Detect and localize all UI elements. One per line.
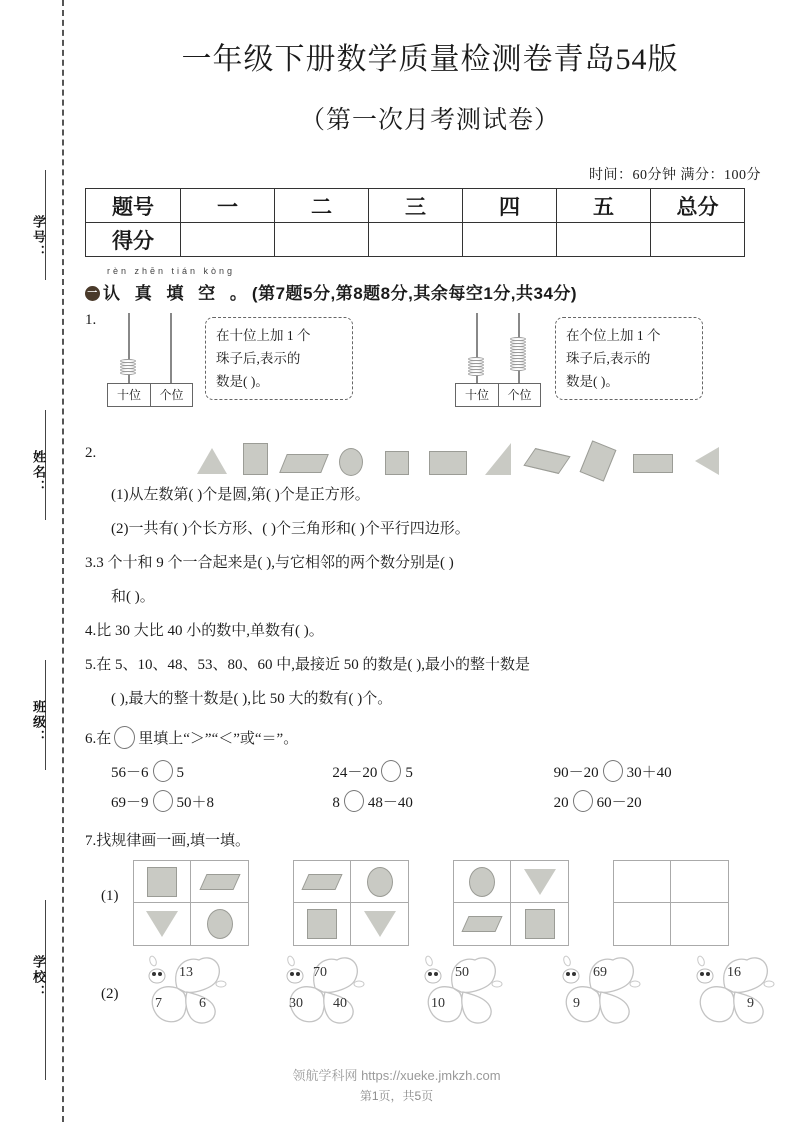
score-table-header-cell: 五: [557, 189, 651, 223]
question-7-sub1-label: (1): [101, 888, 119, 904]
compare-item[interactable]: [554, 790, 775, 812]
pattern-grid-2: [293, 860, 409, 946]
question-6-prompt: [85, 724, 775, 754]
compare-circle-icon[interactable]: [344, 790, 364, 812]
score-table-header-cell: 总分: [651, 189, 745, 223]
question-4-text: 比 30 大比 40 小的数中,单数有( )。: [96, 623, 324, 639]
clover-left-value: 9: [573, 996, 580, 1011]
clover-top-value: 13: [179, 965, 193, 980]
compare-left: 24－20: [332, 765, 378, 781]
question-3-text: 3 个十和 9 个一合起来是( ),与它相邻的两个数分别是( ): [96, 555, 454, 571]
callout-left-line1: 在十位上加 1 个: [216, 328, 311, 343]
place-label-ones: 个位: [498, 384, 540, 406]
score-input-cell[interactable]: [557, 223, 651, 257]
clover-5: [681, 954, 785, 1026]
question-7-title: [85, 826, 775, 856]
clover-left-value: 30: [289, 996, 303, 1011]
question-2: [85, 438, 775, 472]
question-7-title-text: 找规律画一画,填一填。: [96, 833, 251, 849]
abacus-right: [455, 313, 539, 402]
shape-triangle-down: [364, 911, 396, 937]
table-row: [86, 223, 745, 257]
score-input-cell[interactable]: [651, 223, 745, 257]
compare-right: 48－40: [367, 795, 413, 811]
compare-item[interactable]: [111, 790, 332, 812]
score-table-header-cell: 题号: [86, 189, 181, 223]
score-table-label-cell: 得分: [86, 223, 181, 257]
section-number-badge: 一: [85, 286, 100, 301]
shape-triangle-down: [524, 869, 556, 895]
question-1-figures: [85, 328, 775, 442]
section-title-text: 认 真 填 空 。: [103, 284, 252, 303]
question-5-text: 在 5、10、48、53、80、60 中,最接近 50 的数是( ),最小的整十数是: [96, 657, 530, 673]
place-label-tens: 十位: [464, 388, 489, 402]
compare-circle-icon[interactable]: [153, 790, 173, 812]
callout-right-line1: 在个位上加 1 个: [566, 328, 661, 343]
footer-page-number: 第1页，共5页: [359, 1089, 434, 1103]
pattern-cell: [294, 903, 351, 945]
page-footer: [0, 1065, 793, 1104]
pattern-cell: [191, 903, 248, 945]
abacus-beads-tens: [120, 359, 136, 374]
compare-right: 60－20: [596, 795, 642, 811]
pattern-cell: [134, 861, 191, 903]
shape-rhombus-flat: [523, 448, 570, 474]
section-heading: [85, 266, 775, 303]
pattern-cell: [351, 903, 408, 945]
score-table-header-cell: 三: [369, 189, 463, 223]
pattern-cell: [134, 903, 191, 945]
clover-right-value: 6: [199, 996, 206, 1011]
margin-label-student-id: 学号：: [31, 215, 46, 260]
clover-right-value: 9: [747, 996, 754, 1011]
clover-2: [271, 954, 375, 1026]
shape-parallelogram: [461, 916, 502, 932]
compare-circle-icon[interactable]: [603, 760, 623, 782]
score-table-header-cell: 一: [181, 189, 275, 223]
margin-label-class: 班级：: [31, 700, 46, 745]
shape-right-triangle: [485, 443, 511, 475]
compare-left: 69－9: [111, 795, 149, 811]
clover-3: [409, 954, 513, 1026]
compare-right: 5: [405, 765, 413, 781]
question-5-line2[interactable]: ( ),最大的整十数是( ),比 50 大的数有( )个。: [111, 691, 393, 707]
compare-circle-icon[interactable]: [573, 790, 593, 812]
pattern-grid-1: [133, 860, 249, 946]
shape-triangle-left: [695, 447, 719, 475]
callout-right: [555, 317, 703, 400]
compare-right: 5: [176, 765, 185, 781]
footer-site: 领航学科网 https://xueke.jmkzh.com: [292, 1068, 501, 1083]
clover-top-value: 69: [593, 965, 607, 980]
score-input-cell[interactable]: [181, 223, 275, 257]
section-points: (第7题5分,第8题8分,其余每空1分,共34分): [251, 284, 578, 303]
pattern-cell: [454, 861, 511, 903]
shape-circle: [339, 448, 363, 476]
clover-top-value: 16: [727, 965, 741, 980]
callout-left: [205, 317, 353, 400]
compare-item[interactable]: [332, 790, 553, 812]
clover-1: [133, 954, 237, 1026]
question-3-line2[interactable]: 和( )。: [111, 589, 155, 605]
margin-label-school: 学校：: [31, 955, 46, 1000]
shape-square: [307, 909, 337, 939]
margin-label-name: 姓名：: [31, 450, 46, 495]
shape-triangle-down: [146, 911, 178, 937]
shape-square: [525, 909, 555, 939]
compare-circle-icon[interactable]: [381, 760, 401, 782]
score-table: [85, 188, 745, 257]
question-6-prompt-after: 里填上“＞”“＜”或“＝”。: [138, 731, 299, 747]
compare-left: 20: [553, 795, 569, 811]
question-2-shape-strip: [85, 442, 775, 476]
score-input-cell[interactable]: [369, 223, 463, 257]
shape-circle: [469, 867, 495, 897]
compare-item[interactable]: [111, 760, 332, 782]
question-7-number: 7.: [85, 833, 97, 849]
question-2-sub1[interactable]: (1)从左数第( )个是圆,第( )个是正方形。: [111, 487, 370, 503]
shape-circle: [207, 909, 233, 939]
pattern-cell-empty[interactable]: [671, 861, 728, 903]
clover-top-value: 50: [455, 965, 469, 980]
pattern-cell: [511, 903, 568, 945]
pattern-grid-3: [453, 860, 569, 946]
abacus-left: [107, 313, 191, 402]
compare-item[interactable]: [332, 760, 553, 782]
table-row: [86, 189, 745, 223]
score-table-header-cell: 二: [275, 189, 369, 223]
question-7-sub1: [85, 860, 775, 948]
pattern-grid-4-blank[interactable]: [613, 860, 729, 946]
shape-parallelogram: [279, 454, 329, 473]
clover-top-value: 70: [313, 965, 327, 980]
page-subtitle: （第一次月考测试卷）: [299, 107, 560, 134]
clover-4: [547, 954, 651, 1026]
clover-right-value: 40: [333, 996, 347, 1011]
question-7-sub2-label: (2): [101, 986, 119, 1002]
shape-parallelogram: [301, 874, 342, 890]
question-4[interactable]: [85, 616, 775, 646]
shape-rect-horizontal: [429, 451, 467, 475]
section-pinyin: rèn zhēn tián kòng: [107, 266, 236, 276]
margin-dashed-line: [62, 0, 64, 1122]
shape-square: [147, 867, 177, 897]
question-3-number: 3.: [85, 555, 97, 571]
question-6-row-1: [85, 760, 775, 782]
question-2-sub2[interactable]: (2)一共有( )个长方形、( )个三角形和( )个平行四边形。: [111, 521, 470, 537]
clover-left-value: 10: [431, 996, 445, 1011]
question-6-number: 6.: [85, 731, 97, 747]
callout-right-line2: 珠子后,表示的: [566, 351, 651, 366]
shape-square: [385, 451, 409, 475]
pattern-cell: [511, 861, 568, 903]
compare-right: 30＋40: [626, 765, 672, 781]
shape-rhombus-tall: [580, 440, 617, 481]
question-6-row-2: [85, 790, 775, 812]
exam-page: [85, 0, 775, 1122]
pattern-cell: [454, 903, 511, 945]
compare-left: 8: [332, 795, 340, 811]
callout-left-line2: 珠子后,表示的: [216, 351, 301, 366]
pattern-cell: [191, 861, 248, 903]
pattern-cell: [294, 861, 351, 903]
page-title: 一年级下册数学质量检测卷青岛54版: [181, 43, 679, 76]
compare-left: 90－20: [553, 765, 599, 781]
question-1-number: 1.: [85, 312, 97, 328]
pattern-cell: [351, 861, 408, 903]
place-label-ones: 个位: [150, 384, 192, 406]
question-5-number: 5.: [85, 657, 97, 673]
shape-circle: [367, 867, 393, 897]
compare-circle-icon[interactable]: [153, 760, 173, 782]
exam-meta: 时间：60分钟 满分：100分: [589, 168, 761, 183]
compare-right: 50＋8: [176, 795, 215, 811]
score-input-cell[interactable]: [275, 223, 369, 257]
abacus-base-left: [107, 383, 193, 407]
abacus-rod-ones: [170, 313, 172, 383]
abacus-base-right: [455, 383, 541, 407]
shape-parallelogram: [199, 874, 240, 890]
pattern-cell-empty[interactable]: [614, 861, 671, 903]
question-2-number: 2.: [85, 445, 97, 461]
shape-rect-vertical: [243, 443, 268, 475]
clover-left-value: 7: [155, 996, 162, 1011]
question-6-prompt-before: 在: [96, 731, 112, 747]
score-input-cell[interactable]: [463, 223, 557, 257]
shape-rect-wide: [633, 454, 673, 473]
question-3-line1[interactable]: [85, 548, 775, 578]
compare-circle-icon: [114, 726, 135, 749]
abacus-beads-tens: [468, 357, 484, 375]
question-7-sub2: [85, 954, 775, 1032]
question-5-line1[interactable]: [85, 650, 775, 680]
question-4-number: 4.: [85, 623, 97, 639]
callout-right-line3[interactable]: 数是( )。: [566, 374, 619, 389]
compare-item[interactable]: [554, 760, 775, 782]
pattern-cell-empty[interactable]: [614, 903, 671, 945]
abacus-beads-ones: [510, 337, 526, 370]
callout-left-line3[interactable]: 数是( )。: [216, 374, 269, 389]
score-table-header-cell: 四: [463, 189, 557, 223]
section-title-line: [85, 279, 577, 304]
place-label-tens: 十位: [116, 388, 141, 402]
compare-left: 56－6: [111, 765, 149, 781]
shape-triangle: [197, 448, 227, 474]
pattern-cell-empty[interactable]: [671, 903, 728, 945]
